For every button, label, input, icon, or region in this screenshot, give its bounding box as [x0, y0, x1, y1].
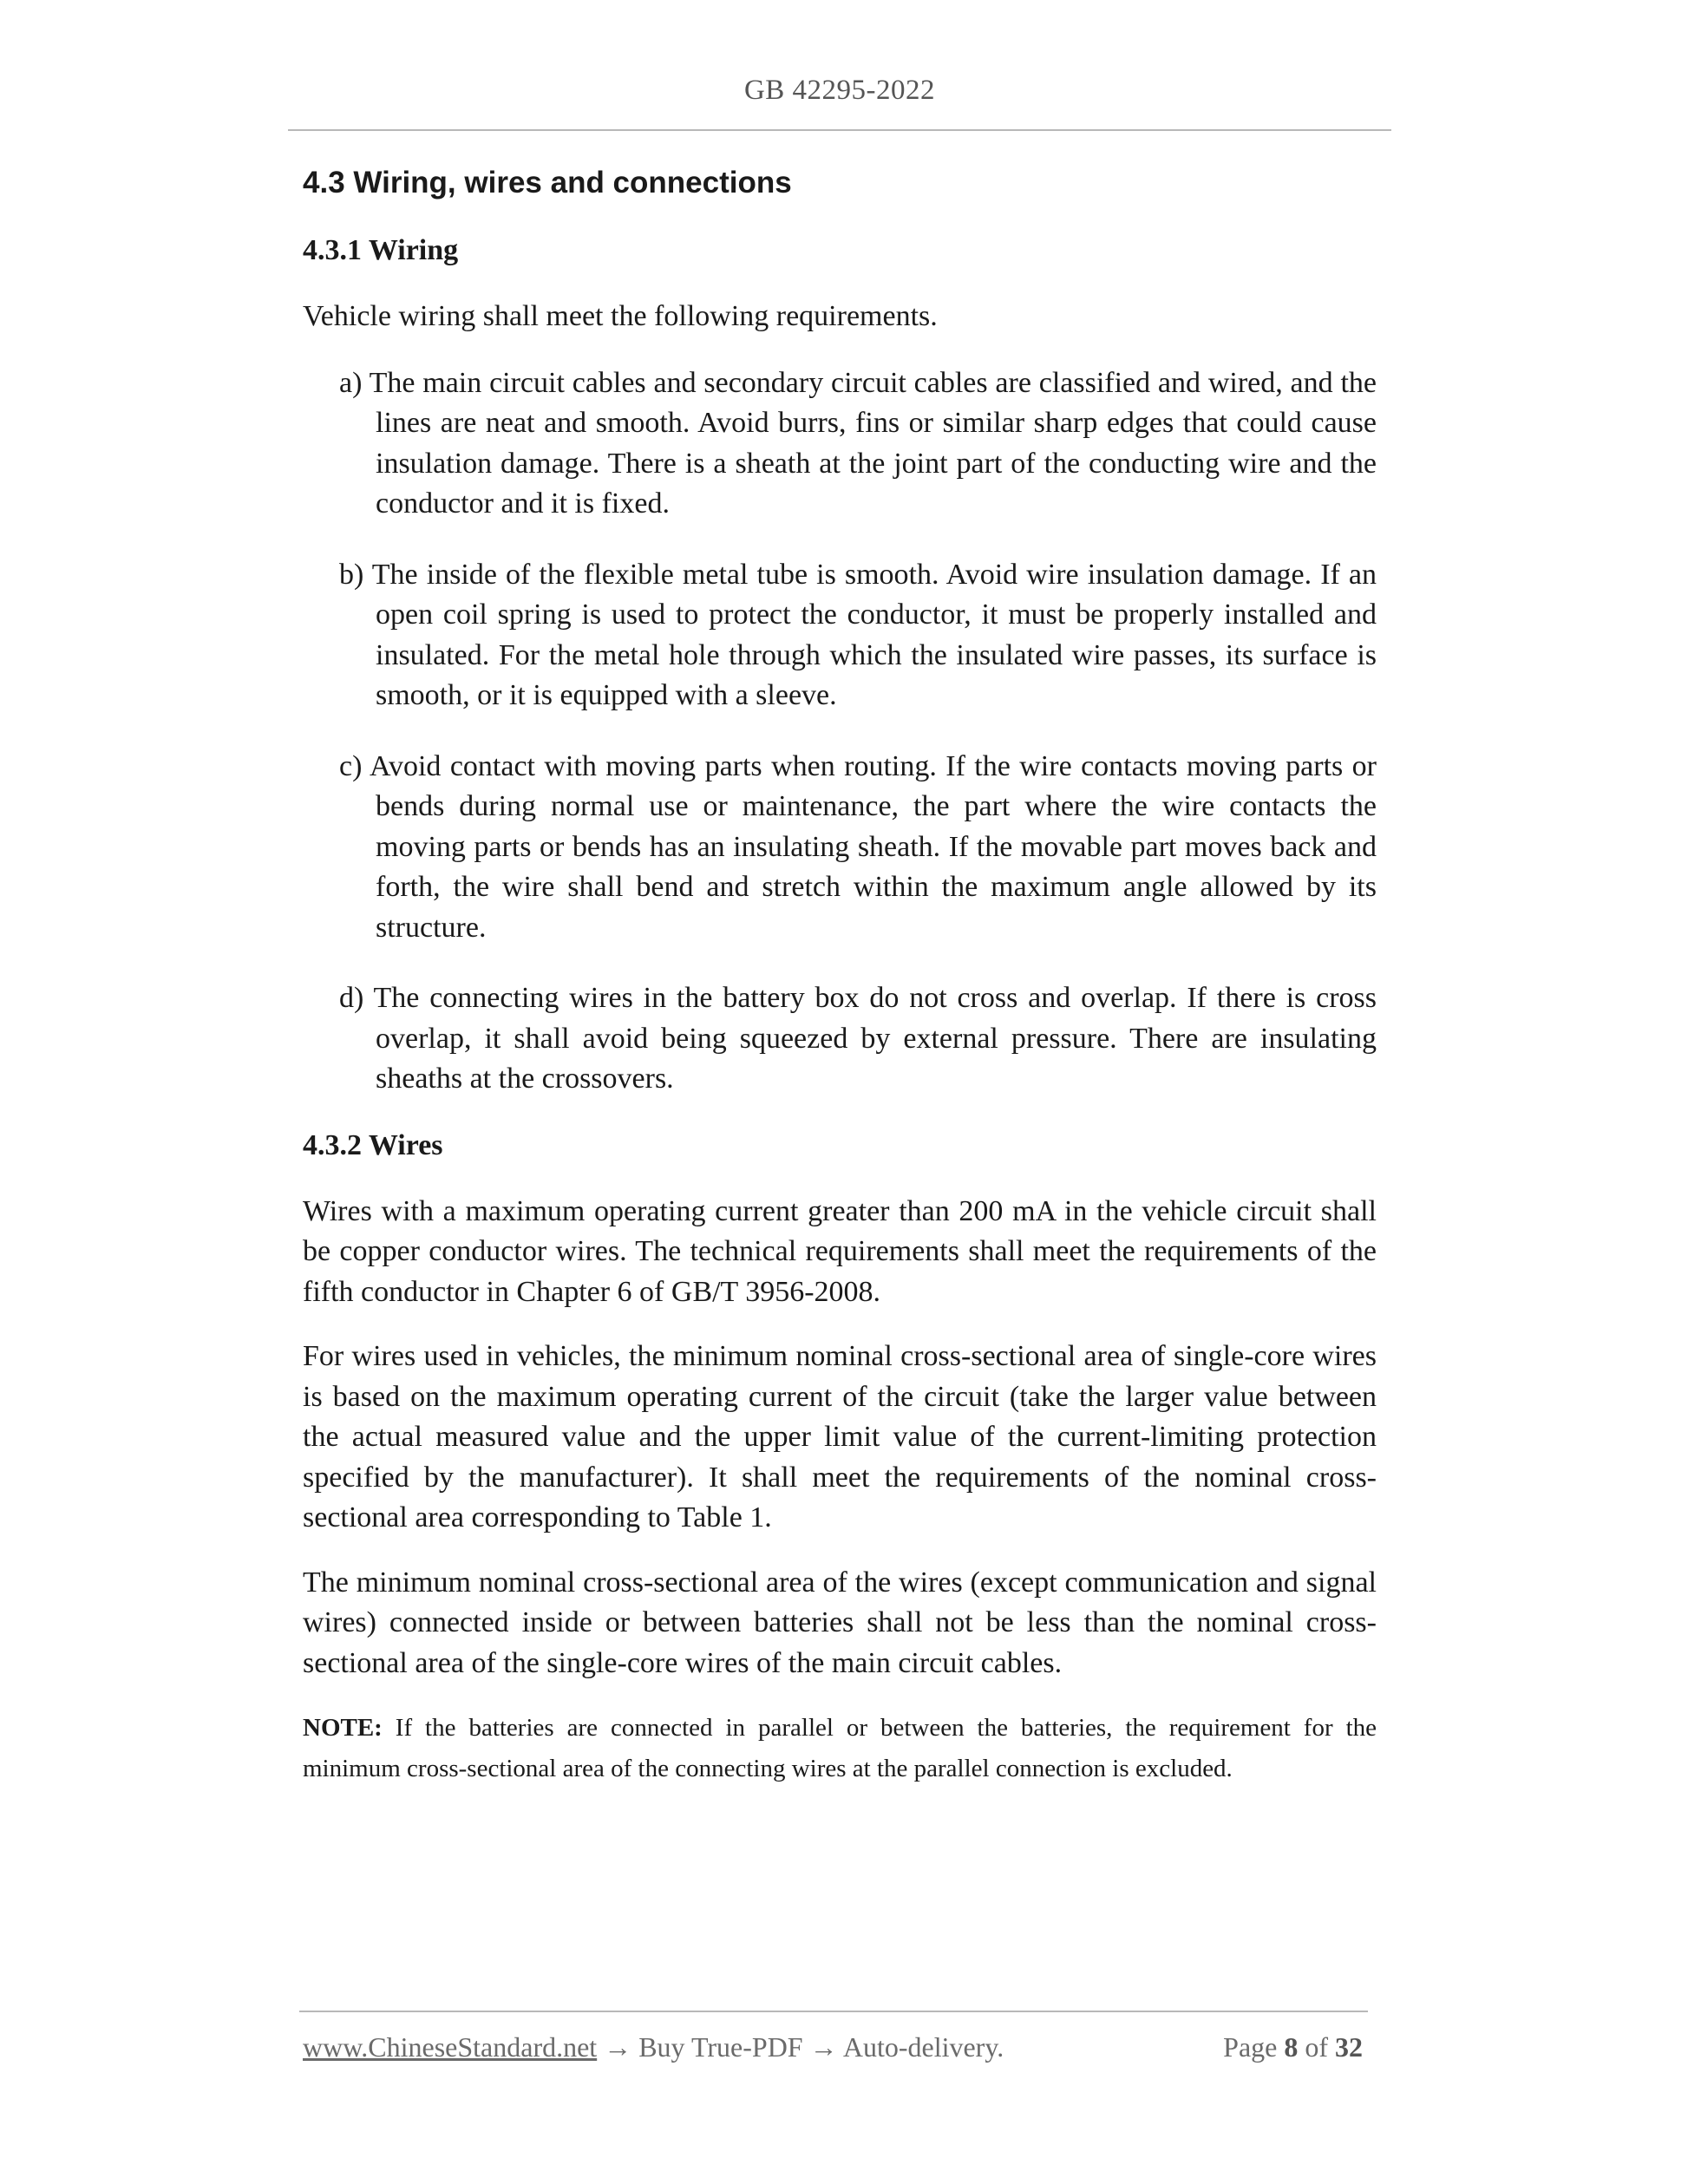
site-link[interactable]: www.ChineseStandard.net: [303, 2031, 598, 2063]
list-item: d) The connecting wires in the battery box do not cross and overlap. If there is cross overlap, it shall avoid being squeezed by external pressure. There are insulating sheaths at the crossovers.: [339, 982, 1377, 1095]
page-number: [1223, 2028, 1363, 2066]
auto-delivery-text: Auto-delivery.: [842, 2031, 1004, 2063]
wires-paragraph-2: For wires used in vehicles, the minimum nominal cross-sectional area of single-core wires is based on the maximum operating current of the circuit (take the larger value between the actual measured value and the upper limit value of the current-limiting protection specified by the manufacturer). It shall meet the requirements of the nominal cross-sectional area corresponding to Table 1.: [303, 1340, 1377, 1533]
current-page: 8: [1284, 2031, 1299, 2063]
note-label: NOTE:: [303, 1714, 383, 1742]
wiring-intro: Vehicle wiring shall meet the following requirements.: [303, 300, 938, 332]
list-item: b) The inside of the flexible metal tube is smooth. Avoid wire insulation damage. If an open coil spring is used to protect the conductor, it must be properly installed and insulated. For the metal hole through which the insulated wire passes, its surface is smooth, or it is equipped with a sleeve.: [339, 558, 1377, 711]
note: [303, 1708, 1377, 1789]
footer-links: [303, 2028, 1004, 2066]
total-pages: 32: [1335, 2031, 1363, 2063]
header-divider: [288, 129, 1391, 131]
of-label: of: [1305, 2031, 1328, 2063]
buy-pdf-text: Buy True-PDF: [638, 2031, 803, 2063]
arrow-right-icon: →: [597, 2031, 639, 2063]
page-label: Page: [1223, 2031, 1278, 2063]
arrow-right-icon: →: [802, 2031, 843, 2063]
wires-paragraph-3: The minimum nominal cross-sectional area of the wires (except communication and signal wires) connected inside or between batteries shall not be less than the nominal cross-sectional area of the single-core wires of the main circuit cables.: [303, 1566, 1377, 1679]
wiring-requirements-list: [303, 363, 1377, 1100]
page-content: [303, 161, 1377, 1789]
list-item: a) The main circuit cables and secondary circuit cables are classified and wired, and the lines are neat and smooth. Avoid burrs, fins or similar sharp edges that could cause insulation damage. There is a sheath at the joint part of the conducting wire and the conductor and it is fixed.: [339, 366, 1377, 520]
subsection-wires-title: 4.3.2 Wires: [303, 1128, 443, 1161]
footer-divider: [299, 2011, 1368, 2012]
note-text: If the batteries are connected in parallel or between the batteries, the requirement for the minimum cross-sectional area of the connecting wires at the parallel connection is excluded.: [303, 1714, 1377, 1782]
document-id-header: GB 42295-2022: [743, 75, 936, 106]
subsection-wiring-title: 4.3.1 Wiring: [303, 234, 459, 266]
wires-paragraph-1: Wires with a maximum operating current greater than 200 mA in the vehicle circuit shall be copper conductor wires. The technical requirements shall meet the requirements of the fifth conductor in Chapter 6 of GB/T 3956-2008.: [303, 1194, 1377, 1308]
section-title: 4.3 Wiring, wires and connections: [303, 166, 792, 199]
list-item: c) Avoid contact with moving parts when routing. If the wire contacts moving parts or bends during normal use or maintenance, the part where the wire contacts the moving parts or bends has an insulating sheath. If the movable part moves back and forth, the wire shall bend and stretch within the maximum angle allowed by its structure.: [339, 749, 1377, 944]
page-footer: [303, 2028, 1363, 2066]
